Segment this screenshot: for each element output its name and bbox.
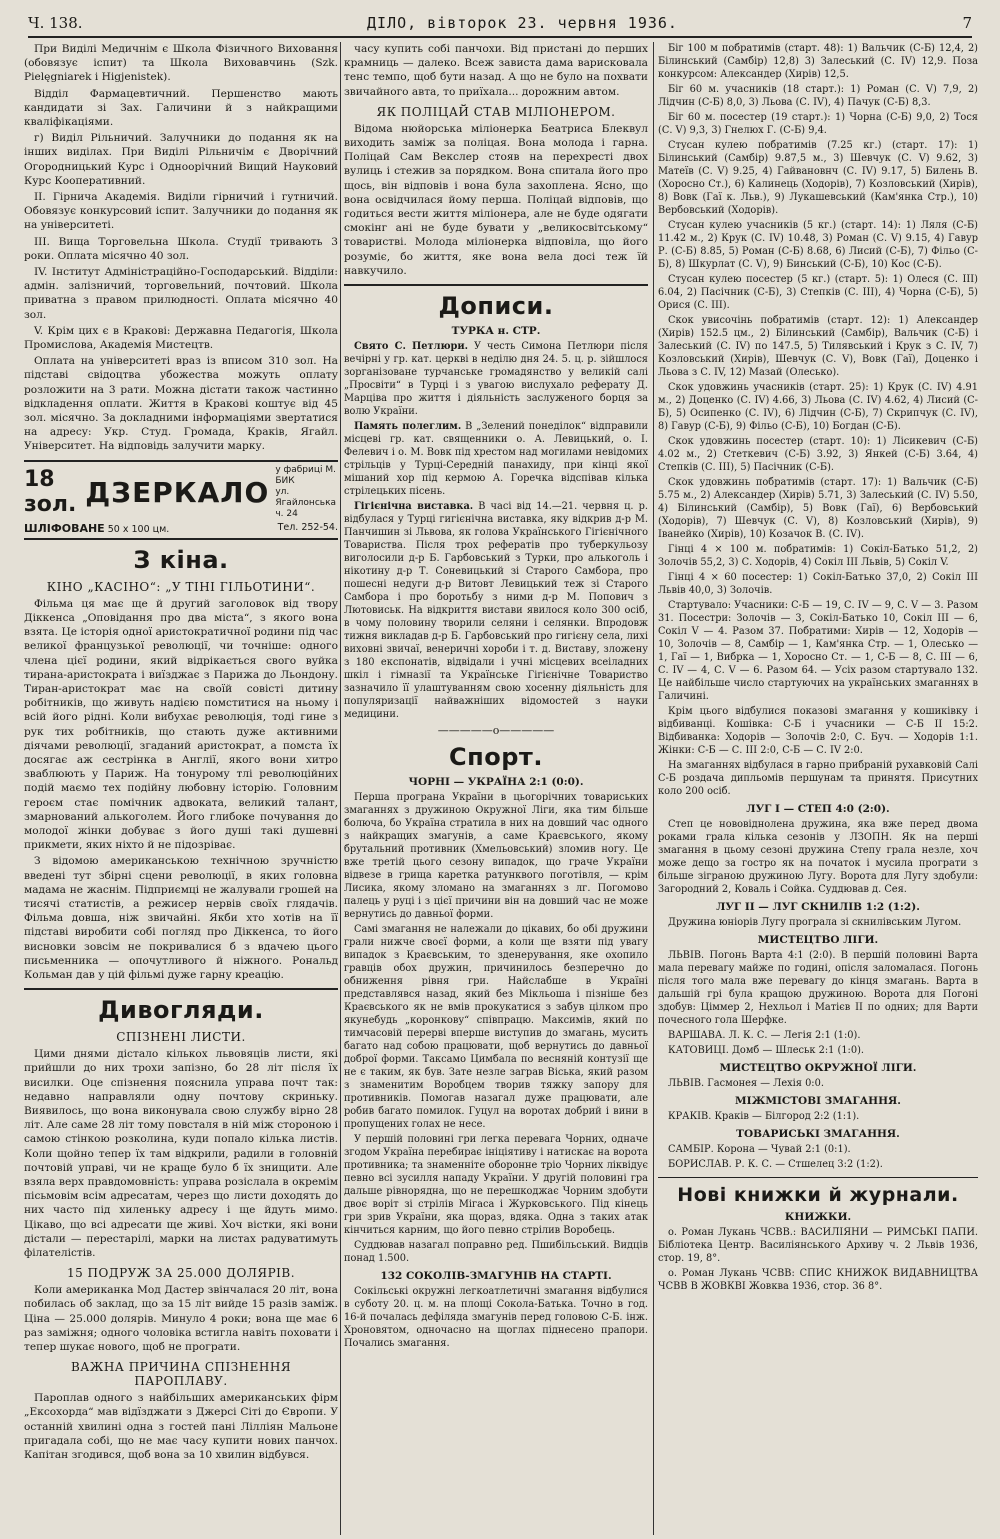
paragraph: Відома нюйорська міліонерка Беатриса Блеквул виходить заміж за поліцая. Вона молода і гарна. Поліцай Сам Векслер стояв на перехресті двох вулиць і стежив за порядком. Вона спитала його про щось, він відповів і вона була захоплена. Ясно, що вона освідчилася йому перша. Поліцай відповів, що годиться вести життя міліонера, але не буде одягати смокінг ані не буде бувати у „великосвітському“ товаристві. Молода міліонерка відповіла, що його розуміє, бо життя, яке вона вела досі теж їй навкучило. [344, 122, 648, 277]
section-divider [24, 988, 338, 990]
paragraph: Коли американка Мод Дастер звінчалася 20 літ, вона побилась об заклад, що за 15 літ вийде 15 разів заміж. Ціна — 25.000 долярів. Минуло 4 роки; вона ще має 6 раз заміжня; одного чоловіка встигла навіть поховати і тепер шукає нового, щоб не програти. [24, 1284, 338, 1354]
paragraph: IV. Інститут Адміністраційно-Господарський. Відділи: адмін. залізничий, торговельний, почтовий. Школа приватна з правом прилюдності. Оплата місячно 40 зол. [24, 266, 338, 321]
result-entry: Біг 100 м побратимів (старт. 48): 1) Вальчик (С-Б) 12,4, 2) Білинський (Самбір) 12,8) 3) Залеський (С. IV) 12,9. Поза конкурсом: Александер (Хирів) 12,5. [658, 43, 978, 80]
result-entry: Гінці 4 × 60 посестер: 1) Сокіл-Батько 37,0, 2) Сокіл III Львів 40,0, 3) Золочів. [658, 572, 978, 596]
item-label: Гігієнічна виставка. [354, 501, 474, 513]
result-entry: Скок удовжинь учасників (старт. 25): 1) Крук (С. IV) 4.91 м., 2) Доценко (С. IV) 4.66, 3) Льова (С. IV) 4.62, 4) Лисий (С-Б), 5) Осипенко (С. IV), 6) Лідчин (С-Б), 7) Скрипчук (С. IV), 8) Гавур (С-Б), 9) Фільо (С-Б), 10) Богдан (С-Б). [658, 382, 978, 432]
book-entry: о. Роман Лукань ЧСВВ.: ВАСИЛІЯНИ — РИМСЬКІ ПАПИ. Бібліотека Центр. Василіянського Архиву ч. 2 Львів 1936, стор. 19, 8°. [658, 1227, 978, 1264]
paragraph: ЛЬВІВ. Погонь Варта 4:1 (2:0). В першій половині Варта мала перевагу майже по годині, опісля заломалася. Погонь після того мала вже перевагу до кінця змагань. Варта в дальшій грі була кращою дружиною. Ворота для Погоні здобув: Ціммер 2, Нехльол і Матієв II по одних; для Варти почесного гола Шерфке. [658, 950, 978, 1026]
item-label: Память полеглим. [354, 421, 462, 433]
section-title-curiosities: Дивогляди. [98, 996, 264, 1025]
section-title-sport: Спорт. [449, 743, 543, 772]
ad-address-line: у фабриці М. БИК [275, 464, 336, 486]
score-line: КАТОВИЦІ. Домб — Шлеськ 2:1 (1:0). [668, 1045, 865, 1056]
paragraph: часу купить собі панчохи. Від пристані до перших крамниць — далеко. Всеж зависта дама варисковала тенс темпо, щоб бути назад. А що не було на похвати звичайного авта, то приїхала... дорожним автом. [344, 43, 648, 98]
ad-address-line: ул. Ягайлонська ч. 24 [275, 486, 337, 519]
result-entry: Стартувало: Учасники: С-Б — 19, С. IV — 9, С. V — 3. Разом 31. Посестри: Золочів — 3, Сокіл-Батько 10, Сокіл III — 6, Сокіл V — 4. Разом 37. Побратими: Хирів — 12, Ходорів — 10, Золочів — 8, Самбір — 1, Кам'янка Стр. — 1, Олесько — 1, Гаї — 1, Вибрка — 1, Хоросно Ст. — 1, С-Б — 8, С. III — 6, С. IV — 4, С. V — 6. Разом 64. — Усіх разом стартувало 132. Це найбільше число стартуючих на українських змаганнях в Галичині. [658, 600, 978, 702]
column-2 [344, 42, 648, 1539]
match-headline: ЛУГ II — ЛУГ СКНИЛІВ 1:2 (1:2). [716, 901, 920, 913]
ad-price: 18 зол. [24, 467, 77, 518]
page-header [28, 10, 972, 38]
paragraph: III. Вища Торговельна Школа. Студії тривають 3 роки. Оплата місячно 40 зол. [24, 235, 338, 262]
paragraph: Дружина юніорів Лугу програла зі скнилівським Лугом. [668, 917, 962, 928]
article-headline: ВАЖНА ПРИЧИНА СПІЗНЕННЯ ПАРОПЛАВУ. [70, 1360, 292, 1389]
item-text: У честь Симона Петлюри після вечірні у гр. кат. церкві в неділю дня 24. 5. ц. р. зійшлося зорганізоване турчанське громадянство у великій салі „Просвіти“ в Турці і з увагою вислухало реферату Д. Марціва про життя і діяльність заслуженого борця за волю України. [344, 341, 648, 418]
article-headline: ЯК ПОЛІЦАЙ СТАВ МІЛІОНЕРОМ. [376, 104, 616, 119]
result-entry: Гінці 4 × 100 м. побратимів: 1) Сокіл-Батько 51,2, 2) Золочів 55,2, 3) С. Ходорів, 4) Сокіл III Львів, 5) Сокіл V. [658, 544, 978, 568]
paragraph: Перша програна України в цьогорічних товариських змаганнях з дружиною Окружної Ліги, яка тим більше болюча, бо Україна стратила в них на довший час одного з найкращих змагунів, а саме Краєвського, якому брутальний противник (Хмельовський) зломив ногу. Це вже третій цього сезону випадок, що граче України відвезе в грища каретка ратунквого поготівля, — крім Лисика, якому зломано на змаганнях з лг. Погомово палець у руці і з цієї причини він на довший час не може вернутись до давньої форми. [344, 792, 648, 921]
newspaper-dateline: ДІЛО, вівторок 23. червня 1936. [367, 14, 678, 32]
paragraph: Самі змагання не належали до цікавих, бо обі дружини грали нижче своєї форми, а коли ще взяти під увагу випадок з Краєвським, то зденерування, яке охопило гравців обох дружин, причинилось безперечно до обниження рівня гри. Найслабше в Україні представлявся назад, який без Мікльоша і пізніше без Краєвського як не вмів прокукатися з забув цілком про якунебудь „коронкову“ співпрацю. Максимів, який по тимчасовій перерві вперше виступив до змагань, мусить багато над собою працювати, щоб вернутись до давньої доброї форми. Таксамо Цимбала по весняній контузії ще не є таким, як був. Затe незле заграв Віська, який разом з знаменитим Воробцем творив тяжку запору для противників. Помогав назагал дуже працювати, але робив багато помилок. Гуцул на воротах добрий і вини в пропущених голах не несе. [344, 924, 648, 1131]
paragraph: У першій половині гри легка перевага Чорних, одначе згодом Україна перебирає ініціятиву і натискає на ворота противника; та знаменніте оборонне тріо Чорних ліквідує певно всі зусилля нападу України. У другій половині гра дальше рівнорядна, що не перешкоджає Чорним здобути двоє воріт зі стрілів Мігаса і Журковського. Під кінець гри зрив України, яка щораз, вдяка. Одна з таких атак кінчиться карним, що його певно стрілив Воробець. [344, 1134, 648, 1237]
result-entry: Стусан кулею учасників (5 кг.) (старт. 14): 1) Ляля (С-Б) 11.42 м., 2) Крук (С. IV) 10.48, 3) Роман (С. V) 9.15, 4) Гавур Р. (С-Б) 8.85, 5) Роман (С-Б) 8.68, 6) Лисий (С-Б), 7) Фільо (С-Б), 8) Шкурлат (С. V), 9) Бинський (С-Б), 10) Кос (С-Б). [658, 220, 978, 270]
ad-telephone: Тел. 252-54. [277, 521, 338, 533]
dateline-place: ТУРКА н. СТР. [451, 325, 541, 338]
paragraph: V. Крім цих є в Кракові: Державна Педагогія, Школа Промислова, Академія Мистецтв. [24, 324, 338, 352]
paragraph: Суддював назагал поправно ред. Пшибільський. Видців понад 1.500. [344, 1240, 648, 1265]
mirror-advertisement [24, 460, 338, 540]
item-label: Свято С. Петлюри. [354, 341, 469, 353]
league-headline: ТОВАРИСЬКІ ЗМАГАННЯ. [736, 1128, 900, 1140]
section-divider [658, 1177, 978, 1178]
column-rule [653, 42, 654, 1535]
page-issue-label: Ч. 138. [28, 14, 83, 32]
result-entry: Крім цього відбулися показові змагання у кошиківку і відбиванці. Кошівка: С-Б і учасники — С-Б II 15:2. Відбиванка: Ходорів — Золочів 2:0, С. Буч. — Ходорів 1:1. Жінки: С-Б — С. III 2:0, С-Б — С. IV 2:0. [658, 706, 978, 756]
paragraph: Сокільські окружні легкоатлетичні змагання відбулися в суботу 20. ц. м. на площі Сокола-Батька. Точно в год. 16-й почалась дефіляда змагунів перед головою С-Б. інж. Хроновятом, одночасно на щоглах піднесено прапори. Почались змагання. [344, 1286, 648, 1350]
ad-address [275, 465, 338, 520]
book-entry: о. Роман Лукань ЧСВВ: СПИС КНИЖОК ВИДАВНИЦТВА ЧСВВ В ЖОВКВІ Жовква 1936, стор. 36 8°. [658, 1268, 978, 1292]
ad-size: 50 х 100 цм. [107, 523, 170, 535]
section-title-new-books: Нові книжки й журнали. [677, 1184, 959, 1206]
result-entry: Скок удовжинь посестер (старт. 10): 1) Лісикевич (С-Б) 4.02 м., 2) Стеткевич (С-Б) 3.92, 3) Янкей (С-Б) 3.64, 4) Степків (С. III), 5) Пасічник (С-Б). [658, 436, 978, 473]
article-headline: 132 СОКОЛІВ-ЗМАГУНІВ НА СТАРТІ. [380, 1270, 612, 1283]
paragraph: З відомою американською технічною зручністю введені тут збірні сцени революції, в яких головна мадама не жаснім. Підприємці не жалували грошей на тисячі статистів, а режисер нервів своїх глядачів. Фільма довша, ніж звичайні. Якби хто хотів на її підставі виробити собі погляд про Діккенса, то його висновки зовсім не покривалися б з вдачею цього письменника — опочутливого й ніжного. Рональд Кольман дав у цій фільмі дуже гарну креацію. [24, 855, 338, 981]
score-line: САМБІР. Корона — Чувай 2:1 (0:1). [668, 1144, 851, 1155]
result-entry: Скок удовжинь побратимів (старт. 17): 1) Вальчик (С-Б) 5.75 м., 2) Александер (Хирів) 5.71, 3) Залеський (С. IV) 5.50, 4) Білинський (Самбір), 5) Вовк (Гаї), 6) Вербовський (Ходорів), 7) Шевчук (С. V), 8) Козловський (Хирів), 9) Іванейко (Хирів), 10) Козачок В. (С. IV). [658, 477, 978, 540]
result-entry: Біг 60 м. посестер (19 старт.): 1) Чорна (С-Б) 9,0, 2) Тося (С. V) 9,3, 3) Гнелюх Г. (С-Б) 9,4. [658, 112, 978, 136]
result-entry: На змаганнях відбулася в гарно прибраній рухавковій Салі С-Б роздача дипльомів першунам та принятя. Присутних коло 200 осіб. [658, 760, 978, 797]
books-subtitle: КНИЖКИ. [784, 1211, 852, 1223]
column-1 [24, 42, 338, 1539]
paragraph: Пароплав одного з найбільших американських фірм „Ексохорда“ мав відїзджати з Джерсі Сіті до Європи. У останній хвилині одна з гостей пані Лілліян Мальоне пригадала собі, що не має часу купити нових панчох. Капітан згодився, щоб вона за 10 хвилин відбувся. [24, 1392, 338, 1462]
paragraph: При Виділі Медичнім є Школа Фізичного Виховання (обовязує іспит) та Школа Виховавчинь (Szk. Pielęgniarek i Higjenistek). [24, 43, 338, 84]
result-entry: Біг 60 м. учасників (18 старт.): 1) Роман (С. V) 7,9, 2) Лідчин (С-Б) 8,0, 3) Льова (С. IV), 4) Пачук (С-Б) 8,3. [658, 84, 978, 108]
paragraph: Цими днями дістало кількох львовяців листи, які прийшли до них трохи запізно, бо 28 літ після їх висилки. Оце спізнення пояснила управа почт так: недавно направляли одну почтову скриньку. Виявилось, що вона виконувала свою службу вірно 28 літ. Але саме 28 літ тому повсталя в ній між стороною і самою стінкою розколина, куди попало кілька листів. Коли щойно тепер їх там відкрили, радили в головній почтовій управі, чи не краще було б їх знищити. Але взяла верх правдомовність: управа розіслала в окремім пісьмовім всім адресатам, через що листи доходять до них часто під хиленьку адресу і ще йдуть мимо. Цікаво, що всі адресати ще живі. Хоч вістки, які вони дістали — перестарілі, марки на листах радуватимуть філателістів. [24, 1048, 338, 1260]
paragraph: Відділ Фармацевтичний. Першенство мають кандидати зі Зах. Галичини й з найкращими кваліфікаціями. [24, 87, 338, 129]
section-title-cinema: З кіна. [133, 545, 229, 574]
league-headline: МІЖМІСТОВІ ЗМАГАННЯ. [735, 1095, 901, 1107]
cinema-subtitle: КІНО „КАСІНО“: „У ТІНІ ГІЛЬОТИНИ“. [46, 579, 316, 594]
section-title-correspondence: Дописи. [438, 292, 554, 321]
score-line: БОРИСЛАВ. Р. К. С. — Стшелец 3:2 (1:2). [668, 1159, 883, 1170]
section-divider [344, 284, 648, 286]
match-headline: ЛУГ I — СТЕП 4:0 (2:0). [746, 803, 890, 815]
result-entry: Стусан кулею посестер (5 кг.) (старт. 5): 1) Олеся (С. III) 6.04, 2) Пасічник (С-Б), 3) Степків (С. III), 4) Чорна (С-Б), 5) Орися (С. III). [658, 274, 978, 311]
column-3 [658, 42, 978, 1539]
score-line: КРАКІВ. Краків — Білгород 2:2 (1:1). [668, 1111, 860, 1122]
paragraph: Степ це нововіднолена дружина, яка вже перед двома роками грала кілька сезонів у ЛЗОПН. Як на перші змагання в цьому сезоні дружина Степу грала незле, хоч може дещо за гостро як на початок і мусила програти з більше зіграною дружиною Лугу. Ворота для Лугу здобули: Загородний 2, Коваль і Сойка. Суддював д. Сея. [658, 819, 978, 895]
ornament-divider: —————o————— [437, 724, 555, 738]
score-line: ВАРШАВА. Л. К. С. — Легія 2:1 (1:0). [668, 1030, 861, 1041]
paragraph: Оплата на університеті враз із вписом 310 зол. На підставі свідоцтва убожества можуть оплату розложити на 3 рати. Можна дістати також частинно відкладення оплати. Життя в Кракові коштує від 45 зол. місячно. За докладними інформаціями звертатися на адресу: Укр. Студ. Громада, Краків, Ягайл. Університет. На відповідь залучити марку. [24, 355, 338, 453]
paragraph: II. Гірнича Академія. Виділи гірничий і гутничий. Обовязує конкурсовий іспит. Залучники до подання як на університеті. [24, 191, 338, 232]
page-number: 7 [962, 14, 972, 32]
article-headline: 15 ПОДРУЖ ЗА 25.000 ДОЛЯРІВ. [66, 1266, 296, 1281]
column-rule [340, 42, 341, 1535]
match-headline: ЧОРНІ — УКРАЇНА 2:1 (0:0). [408, 776, 584, 789]
league-headline: МИСТЕЦТВО ОКРУЖНОЇ ЛІГИ. [719, 1062, 917, 1074]
result-entry: Стусан кулею побратимів (7.25 кг.) (старт. 17): 1) Білинський (Самбір) 9.87,5 м., 3) Шевчук (С. V) 9.62, 3) Матеїв (С. V) 9.25, 4) Гайвановнч (С. IV) 9.17, 5) Билень В. (Хоросно Ст.), 6) Калинець (Ходорів), 7) Козловський (Хирів), 8) Вовк (Гаї к. Льв.), 9) Лукашевський (Кам'янка Стр.), 10) Вербовський (Ходорів). [658, 140, 978, 216]
league-headline: МИСТЕЦТВО ЛІГИ. [757, 934, 879, 946]
curiosities-subtitle: СПІЗНЕНІ ЛИСТИ. [116, 1030, 246, 1045]
item-text: В часі від 14.—21. червня ц. р. відбулася у Турці гигієнічна виставка, яку відкрив д-р М. Панчишин зі Львова, як голова Українського Гігієнічного Товариства. Після трох рефератів про туберкульозу виголосили д-р Б. Гарбовський з Турки, про алькоголь і нікотину д-р Т. Соневицький зі Старого Самбора, про пошесні недуги д-р Витовт Левицький теж зі Старого Самбора і про боротьбу з ними д-р М. Попович з Лютовиськ. На відкриття вистави явилося коло 300 осіб, в чому половину творили селяни і селянки. Впродовж тижня викладав д-р Б. Гарбовський про гигієну села, лихі виховні звичаї, венеричні хороби і т. д. Виставу, зложену з 180 експонатів, відвідали і учні місцевих всеіладних шкіл і гімназії та Українське Гігієнічне Товариство зазначило її улаштуванням свою хосенну діяльність для популяризації найважніших відомостей з науки медицини. [344, 501, 648, 721]
result-entry: Скок увисочінь побратимів (старт. 12): 1) Александер (Хирів) 152.5 цм., 2) Білинський (Самбір), Вальчик (С-Б) і Залеський (С. IV) по 147.5, 5) Тилявський і Крук з С. IV, 7) Козловський (Хирів), Шевчук (С. V), Вовк (Гаї), Доценко і Льова з С. IV, 12) Мазай (Олесько). [658, 315, 978, 378]
paragraph: г) Виділ Рільничий. Залучники до подання як на інших виділах. При Виділі Рільничім є Дворічний Огородницький Курс і Одноорічний Вищий Науковий Курс Кооперативний. [24, 132, 338, 187]
score-line: ЛЬВІВ. Гасмонея — Лехія 0:0. [668, 1078, 824, 1089]
item-text: В „Зелений понеділок“ відправили місцеві гр. кат. священники о. А. Левицький, о. І. Фелевич і о. М. Вовк під хрестом над могилами невідомих стрільців у Турці-Середній панахиду, при кінці якої мішаний хор під кермою А. Горечка відспівав кілька стрілецьких пісень. [344, 421, 648, 498]
ad-polish-label: ШЛІФОВАНЕ [24, 521, 105, 535]
paragraph: Фільма ця має ще й другий заголовок від твору Діккенса „Оповідання про два міста“, з якого вона взята. Це історія одної аристократичної родини під час великої французької революції, чи точніше: одного члена цієї родини, який відрікається свого вуйка тирана-аристократа і виїзджає з Парижа до Льондону. Тиран-аристократ має на своїй совісті дитину робітників, що живуть надією помститися на ньому і всій його рідні. Коли вибухає революція, тоді гине з рук тих робітників, що стають дуже активними діячами революції, згаданий аристократ, а помста їх досягає аж сестрінка в Англії, якого вони хитро зваблюють у Париж. На тонурому тлі революційних подій маємо тех подійну любовну історію. Головним героєм стає помічник адвоката, великий талант, змарнований алькоголем. Його глибоке почування до молодої жінки добуває з його душі такі душевні прикмети, яких ніхто й не підозріває. [24, 597, 338, 852]
ad-title: ДЗЕРКАЛО [85, 475, 270, 509]
